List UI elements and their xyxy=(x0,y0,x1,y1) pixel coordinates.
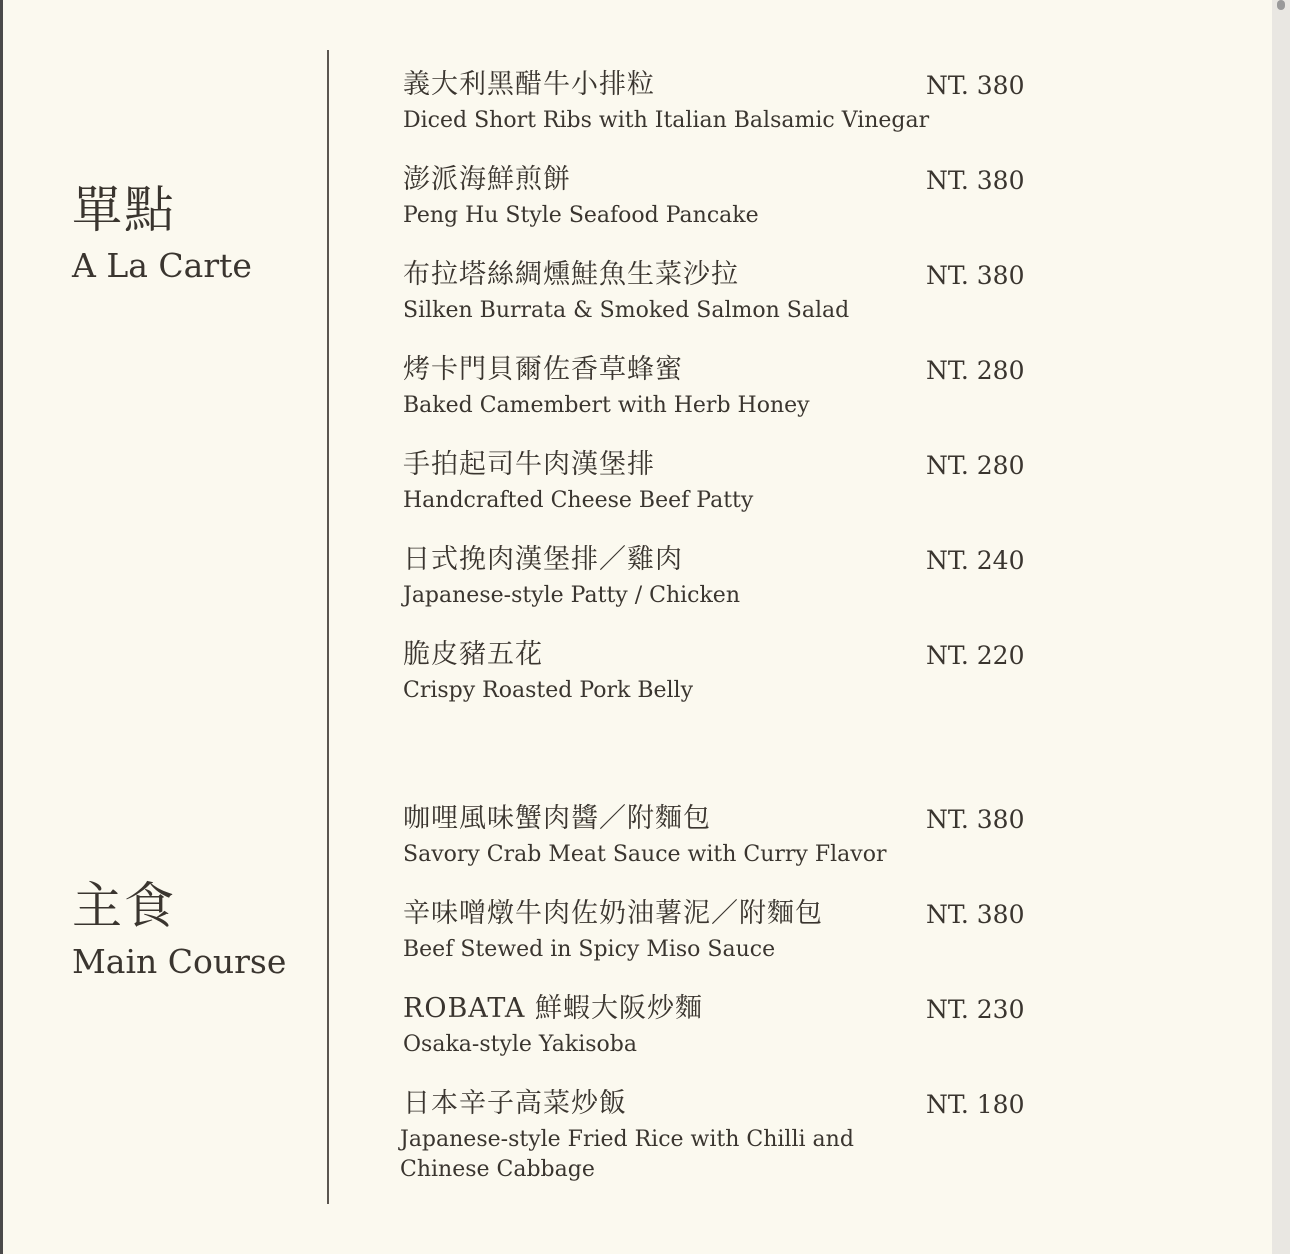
page-left-edge xyxy=(0,0,3,1254)
item-price: NT. 230 xyxy=(926,995,1025,1024)
item-name-zh: 脆皮豬五花 xyxy=(403,639,543,670)
menu-item xyxy=(403,448,1023,516)
item-name-en: Beef Stewed in Spicy Miso Sauce xyxy=(403,937,776,962)
menu-item xyxy=(403,258,1023,326)
item-price: NT. 280 xyxy=(926,356,1025,385)
menu-item xyxy=(403,353,1023,421)
scrollbar-track[interactable] xyxy=(1272,0,1290,1254)
item-name-zh: 日本辛子高菜炒飯 xyxy=(403,1088,627,1119)
menu-item xyxy=(403,802,1023,870)
section-title-en: A La Carte xyxy=(72,246,252,285)
item-price: NT. 240 xyxy=(926,546,1025,575)
section-title-zh: 單點 xyxy=(72,181,176,239)
menu-item xyxy=(403,543,1023,611)
item-name-zh: 義大利黑醋牛小排粒 xyxy=(403,69,655,100)
item-name-zh: 澎派海鮮煎餅 xyxy=(403,164,571,195)
section-title-en: Main Course xyxy=(72,942,287,981)
menu-item xyxy=(403,638,1023,706)
item-name-en: Silken Burrata & Smoked Salmon Salad xyxy=(403,298,850,323)
menu-item xyxy=(400,1087,1025,1185)
menu-item xyxy=(403,897,1023,965)
item-name-zh: 烤卡門貝爾佐香草蜂蜜 xyxy=(403,354,683,385)
item-name-zh: 咖哩風味蟹肉醬／附麵包 xyxy=(403,803,711,834)
item-name-en: Peng Hu Style Seafood Pancake xyxy=(403,203,759,228)
menu-item xyxy=(403,163,1023,231)
item-price: NT. 180 xyxy=(926,1090,1025,1119)
vertical-divider xyxy=(327,50,329,1204)
item-name-zh: 手拍起司牛肉漢堡排 xyxy=(403,449,655,480)
item-name-en: Savory Crab Meat Sauce with Curry Flavor xyxy=(403,842,887,867)
item-name-en: Japanese-style Patty / Chicken xyxy=(403,583,740,608)
item-price: NT. 380 xyxy=(926,71,1025,100)
item-name-zh: 日式挽肉漢堡排／雞肉 xyxy=(403,544,683,575)
item-name-zh: 辛味噌燉牛肉佐奶油薯泥／附麵包 xyxy=(403,898,823,929)
item-price: NT. 380 xyxy=(926,261,1025,290)
item-price: NT. 380 xyxy=(926,900,1025,929)
item-name-zh: 布拉塔絲綢燻鮭魚生菜沙拉 xyxy=(403,259,739,290)
item-price: NT. 380 xyxy=(926,166,1025,195)
menu-item xyxy=(403,68,1023,136)
section-heading-main-course xyxy=(72,876,286,982)
item-price: NT. 380 xyxy=(926,805,1025,834)
item-name-en: Handcrafted Cheese Beef Patty xyxy=(403,488,754,513)
item-price: NT. 220 xyxy=(926,641,1025,670)
item-name-zh: ROBATA 鮮蝦大阪炒麵 xyxy=(403,993,703,1024)
section-heading-a-la-carte xyxy=(72,180,252,286)
item-name-en: Baked Camembert with Herb Honey xyxy=(403,393,810,418)
item-price: NT. 280 xyxy=(926,451,1025,480)
item-name-en: Crispy Roasted Pork Belly xyxy=(403,678,694,703)
item-name-en: Japanese-style Fried Rice with Chilli and Chinese Cabbage xyxy=(400,1127,854,1182)
section-title-zh: 主食 xyxy=(72,877,176,935)
item-name-en: Diced Short Ribs with Italian Balsamic Vinegar xyxy=(403,108,930,133)
menu-item xyxy=(403,992,1023,1060)
scrollbar-thumb[interactable] xyxy=(1277,0,1285,10)
item-name-en: Osaka-style Yakisoba xyxy=(403,1032,637,1057)
